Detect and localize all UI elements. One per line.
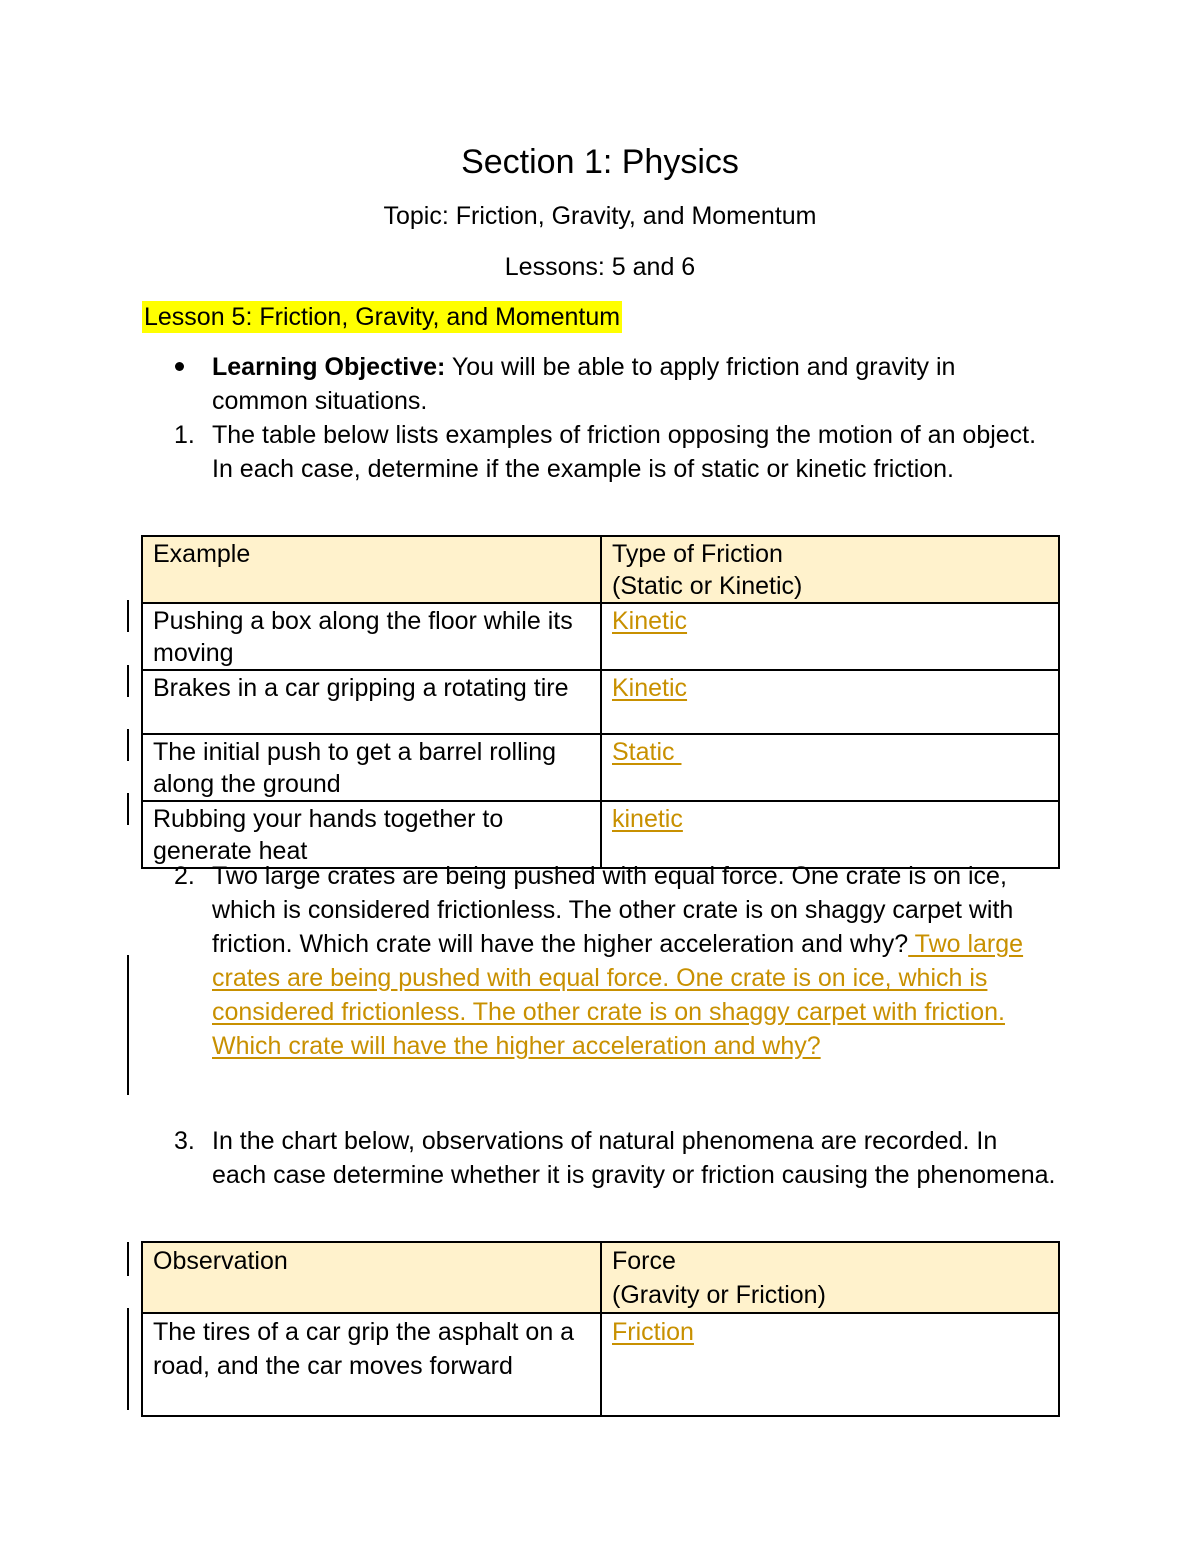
example-cell: The initial push to get a barrel rolling along the ground [142, 734, 601, 801]
change-bar [127, 729, 129, 761]
answer-cell [601, 734, 1059, 801]
table-row [142, 603, 1059, 670]
header-example: Example [142, 536, 601, 603]
change-bar [127, 1308, 129, 1410]
answer-text: Kinetic [612, 607, 688, 635]
change-bar [127, 600, 129, 632]
answer-cell [601, 801, 1059, 868]
answer-cell [601, 603, 1059, 670]
question-1 [174, 418, 1052, 486]
answer-text: Static [612, 738, 682, 766]
question-1-text: The table below lists examples of friction opposing the motion of an object. In each case, determine if the example is of static or kinetic friction. [212, 421, 1037, 483]
force-table [141, 1241, 1060, 1417]
answer-cell [601, 670, 1059, 734]
example-cell: Rubbing your hands together to generate heat [142, 801, 601, 868]
objective-text: You will be able to apply friction and gravity in common situations. [212, 353, 956, 415]
table-header-row [142, 536, 1059, 603]
table-row [142, 801, 1059, 868]
observation-cell: The tires of a car grip the asphalt on a road, and the car moves forward [142, 1313, 601, 1416]
question-2-answer: Two large crates are being pushed with equal force. One crate is on ice, which is considered frictionless. The other crate is on shaggy carpet with friction. Which crate will have the higher acceleration and why? [212, 930, 1024, 1060]
header-type-of-friction: Type of Friction (Static or Kinetic) [601, 536, 1059, 603]
page-title: Section 1: Physics [461, 143, 739, 181]
table-header-row [142, 1242, 1059, 1313]
topic-line: Topic: Friction, Gravity, and Momentum [383, 202, 817, 230]
example-cell: Brakes in a car gripping a rotating tire [142, 670, 601, 734]
question-3-text: In the chart below, observations of natural phenomena are recorded. In each case determine whether it is gravity or friction causing the phenomena. [212, 1127, 1056, 1189]
question-3 [174, 1124, 1057, 1192]
change-bar [127, 665, 129, 697]
table-row [142, 734, 1059, 801]
question-2 [174, 859, 1057, 1063]
header-observation: Observation [142, 1242, 601, 1313]
answer-text: kinetic [612, 805, 683, 833]
learning-objective [212, 350, 1052, 418]
answer-text: Friction [612, 1318, 694, 1346]
bullet-icon [175, 362, 184, 371]
table-row [142, 1313, 1059, 1416]
table-row [142, 670, 1059, 734]
change-bar [127, 1242, 129, 1276]
objective-label: Learning Objective: [212, 353, 446, 381]
change-bar [127, 955, 129, 1095]
question-number: 3. [174, 1127, 195, 1155]
example-cell: Pushing a box along the floor while its moving [142, 603, 601, 670]
change-bar [127, 793, 129, 825]
answer-cell [601, 1313, 1059, 1416]
lessons-line: Lessons: 5 and 6 [504, 253, 696, 281]
answer-text: Kinetic [612, 674, 688, 702]
lesson-5-heading: Lesson 5: Friction, Gravity, and Momentum [144, 303, 621, 331]
header-force: Force (Gravity or Friction) [601, 1242, 1059, 1313]
question-2-text: Two large crates are being pushed with equal force. One crate is on ice, which is considered frictionless. The other crate is on shaggy carpet with friction. Which crate will have the higher acceleration and why? [212, 862, 1014, 958]
question-number: 1. [174, 421, 195, 449]
friction-type-table [141, 535, 1060, 869]
question-number: 2. [174, 862, 195, 890]
